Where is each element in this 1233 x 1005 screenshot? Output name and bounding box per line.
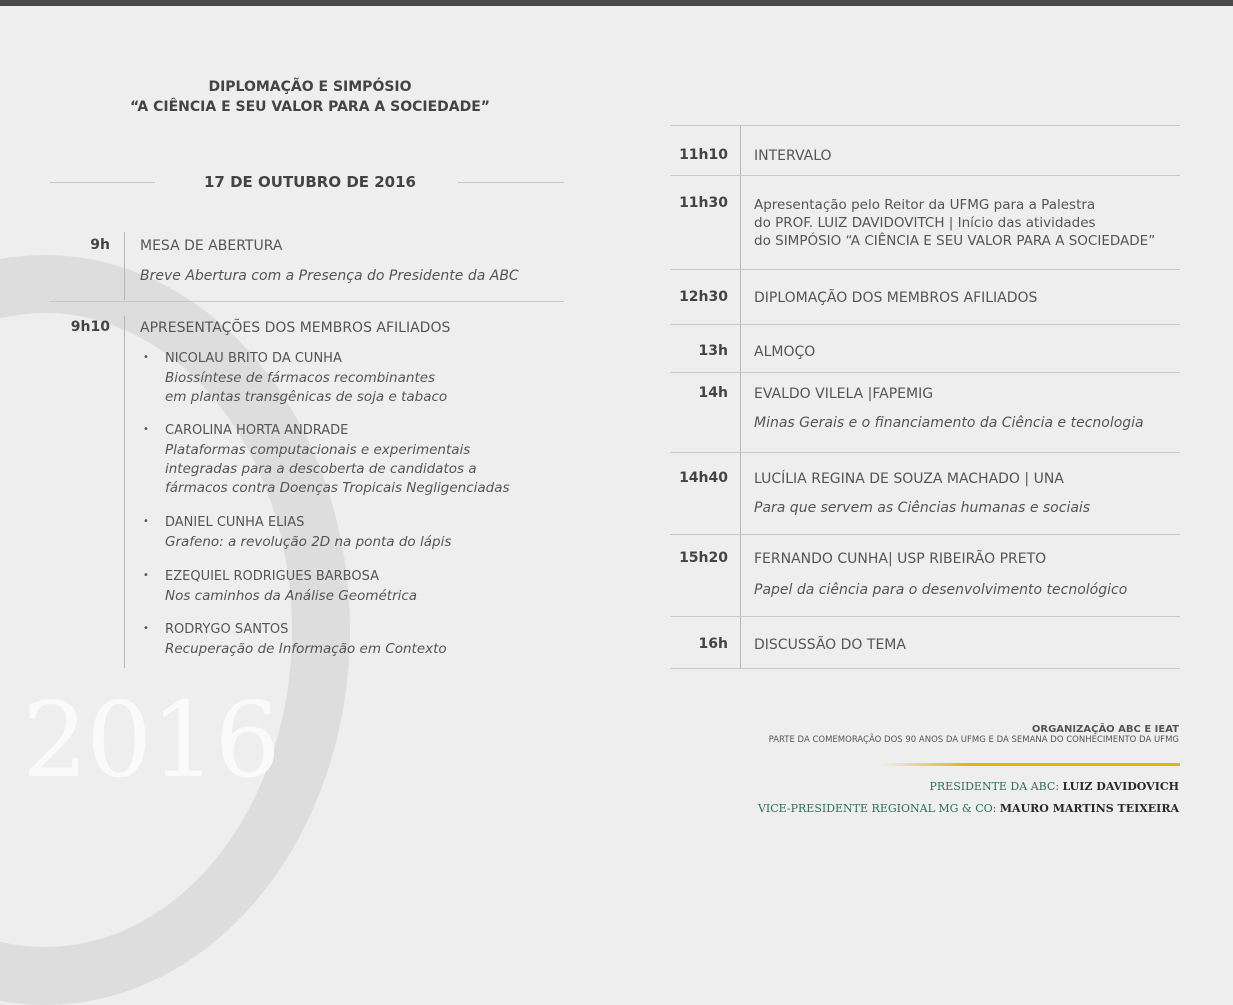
row-divider [50, 301, 564, 302]
row-divider [670, 125, 1180, 126]
session-subtitle: Papel da ciência para o desenvolvimento tecnológico [754, 582, 1128, 598]
bullet: • [143, 623, 149, 634]
event-subtitle: “A CIÊNCIA E SEU VALOR PARA A SOCIEDADE” [130, 99, 490, 115]
session-subtitle: Para que servem as Ciências humanas e sociais [754, 500, 1091, 516]
row-divider [670, 452, 1180, 453]
time-label: 9h10 [70, 319, 110, 335]
date-divider-left [50, 182, 155, 183]
vice-president-label: VICE-PRESIDENTE REGIONAL MG & CO: [757, 802, 1000, 815]
organization-subtitle: PARTE DA COMEMORAÇÃO DOS 90 ANOS DA UFMG E DA SEMANA DO CONHECIMENTO DA UFMG [768, 735, 1179, 745]
time-label: 14h40 [679, 470, 728, 486]
time-divider [740, 125, 741, 669]
time-label: 9h [90, 237, 110, 253]
row-divider [670, 324, 1180, 325]
talk-title: Biossíntese de fármacos recombinantes em plantas transgênicas de soja e tabaco [165, 370, 448, 405]
bullet: • [143, 424, 149, 435]
talk-title: Nos caminhos da Análise Geométrica [165, 588, 418, 604]
president-line [930, 780, 1180, 793]
speaker-name: EZEQUIEL RODRIGUES BARBOSA [165, 569, 379, 584]
row-divider [670, 534, 1180, 535]
speaker-name: NICOLAU BRITO DA CUNHA [165, 351, 342, 366]
time-label: 11h10 [679, 147, 728, 163]
session-title: DISCUSSÃO DO TEMA [754, 637, 906, 653]
time-divider [124, 316, 125, 668]
bullet: • [143, 570, 149, 581]
top-border [0, 0, 1233, 6]
date-divider-right [458, 182, 564, 183]
row-divider [670, 668, 1180, 669]
vice-president-line [758, 802, 1179, 815]
session-subtitle: Minas Gerais e o financiamento da Ciência e tecnologia [754, 415, 1144, 431]
talk-title: Plataformas computacionais e experimentais integradas para a descoberta de candidatos a fármacos contra Doenças Tropicais Negligenciadas [165, 442, 510, 496]
event-title: DIPLOMAÇÃO E SIMPÓSIO [208, 79, 412, 95]
time-label: 15h20 [679, 550, 728, 566]
talk-title: Grafeno: a revolução 2D na ponta do lápis [165, 534, 452, 550]
session-title: EVALDO VILELA |FAPEMIG [754, 386, 934, 402]
event-date: 17 DE OUTUBRO DE 2016 [204, 173, 416, 191]
row-divider [670, 372, 1180, 373]
session-title: LUCÍLIA REGINA DE SOUZA MACHADO | UNA [754, 471, 1064, 487]
speaker-name: RODRYGO SANTOS [165, 622, 289, 637]
row-divider [670, 175, 1180, 176]
session-title: MESA DE ABERTURA [140, 238, 283, 254]
row-divider [670, 616, 1180, 617]
background-year: 2016 [22, 679, 279, 801]
accent-line [880, 763, 1180, 766]
session-title: APRESENTAÇÕES DOS MEMBROS AFILIADOS [140, 320, 451, 336]
time-label: 13h [698, 343, 728, 359]
row-divider [670, 269, 1180, 270]
session-title: FERNANDO CUNHA| USP RIBEIRÃO PRETO [754, 551, 1047, 567]
session-title: DIPLOMAÇÃO DOS MEMBROS AFILIADOS [754, 290, 1038, 306]
time-label: 16h [698, 636, 728, 652]
bullet: • [143, 352, 149, 363]
session-title: ALMOÇO [754, 344, 816, 360]
president-label: PRESIDENTE DA ABC: [929, 780, 1063, 793]
president-name: LUIZ DAVIDOVICH [1062, 780, 1179, 793]
time-label: 11h30 [679, 195, 728, 211]
time-divider [124, 232, 125, 300]
talk-title: Recuperação de Informação em Contexto [165, 641, 447, 657]
organization-block [769, 724, 1179, 745]
session-subtitle: Breve Abertura com a Presença do Presidente da ABC [140, 268, 519, 284]
session-description: Apresentação pelo Reitor da UFMG para a Palestra do PROF. LUIZ DAVIDOVITCH | Início das atividades do SIMPÓSIO “A CIÊNCIA E SEU VALOR PARA A SOCIEDADE” [754, 197, 1156, 249]
speaker-name: DANIEL CUNHA ELIAS [165, 515, 305, 530]
bullet: • [143, 516, 149, 527]
organization-title: ORGANIZAÇÃO ABC E IEAT [1031, 724, 1179, 735]
time-label: 14h [698, 385, 728, 401]
session-title: INTERVALO [754, 148, 832, 164]
speaker-name: CAROLINA HORTA ANDRADE [165, 423, 349, 438]
vice-president-name: MAURO MARTINS TEIXEIRA [999, 802, 1179, 815]
time-label: 12h30 [679, 289, 728, 305]
